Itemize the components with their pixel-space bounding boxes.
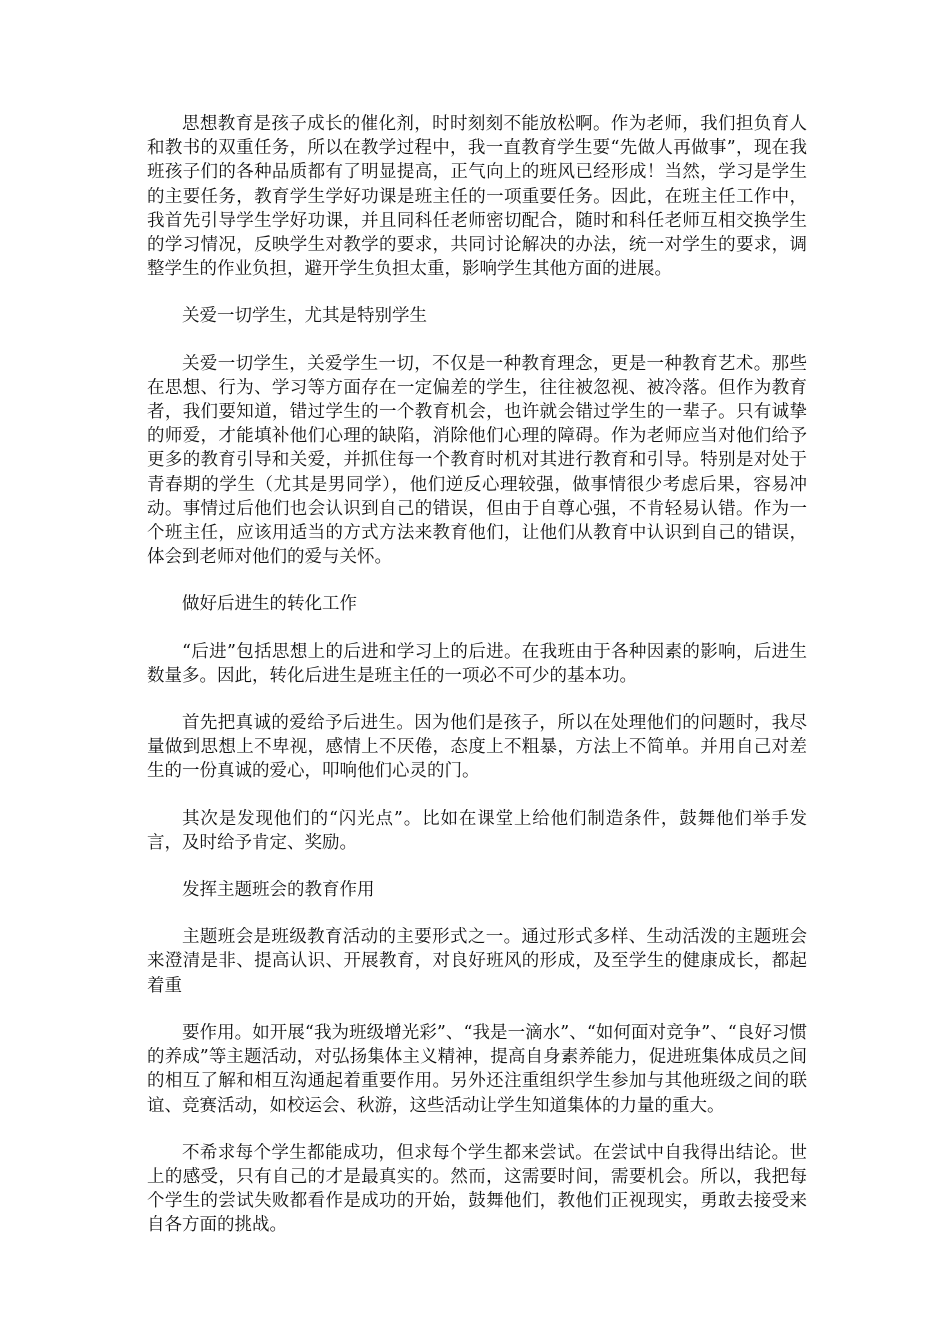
paragraph-care-all-students: 关爱一切学生，关爱学生一切，不仅是一种教育理念，更是一种教育艺术。那些在思想、行为、学习等方面存在一定偏差的学生，往往被忽视、被冷落。但作为教育者，我们要知道，错过学生的一个教育机会，也许就会错过学生的一辈子。只有诚挚的师爱，才能填补他们心理的缺陷，消除他们心理的障碍。作为老师应当对他们给予更多的教育引导和关爱，并抓住每一个教育时机对其进行教育和引导。特别是对处于青春期的学生（尤其是男同学），他们逆反心理较强，做事情很少考虑后果，容易冲动。事情过后他们也会认识到自己的错误，但由于自尊心强，不肯轻易认错。作为一个班主任，应该用适当的方式方法来教育他们，让他们从教育中认识到自己的错误，体会到老师对他们的爱与关怀。: [147, 353, 807, 568]
paragraph-struggling-definition: “后进”包括思想上的后进和学习上的后进。在我班由于各种因素的影响，后进生数量多。因此，转化后进生是班主任的一项必不可少的基本功。: [147, 641, 807, 686]
section-heading-care-all-students: 关爱一切学生，尤其是特别学生: [182, 306, 427, 327]
paragraph-bright-spots: 其次是发现他们的“闪光点”。比如在课堂上给他们制造条件，鼓舞他们举手发言，及时给予肯定、奖励。: [147, 808, 807, 853]
paragraph-themed-activities: 要作用。如开展“我为班级增光彩”、“我是一滴水”、“如何面对竞争”、“良好习惯的养成”等主题活动，对弘扬集体主义精神，提高自身素养能力，促进班集体成员之间的相互了解和相互沟通起着重要作用。另外还注重组织学生参加与其他班级之间的联谊、竞赛活动，如校运会、秋游，这些活动让学生知道集体的力量的重大。: [147, 1022, 807, 1116]
section-heading-class-meetings: 发挥主题班会的教育作用: [182, 880, 375, 901]
paragraph-class-meetings: 主题班会是班级教育活动的主要形式之一。通过形式多样、生动活泼的主题班会来澄清是非、提高认识、开展教育，对良好班风的形成，及至学生的健康成长，都起着重: [147, 927, 807, 996]
paragraph-encourage-trying: 不希求每个学生都能成功，但求每个学生都来尝试。在尝试中自我得出结论。世上的感受，只有自己的才是最真实的。然而，这需要时间，需要机会。所以，我把每个学生的尝试失败都看作是成功的开始，鼓舞他们，教他们正视现实，勇敢去接受来自各方面的挑战。: [147, 1142, 807, 1236]
paragraph-sincere-love: 首先把真诚的爱给予后进生。因为他们是孩子，所以在处理他们的问题时，我尽量做到思想上不卑视，感情上不厌倦，态度上不粗暴，方法上不简单。并用自己对差生的一份真诚的爱心，叩响他们心灵的门。: [147, 713, 807, 782]
paragraph-ideological-education: 思想教育是孩子成长的催化剂，时时刻刻不能放松啊。作为老师，我们担负育人和教书的双重任务，所以在教学过程中，我一直教育学生要“先做人再做事”，现在我班孩子们的各种品质都有了明显提高，正气向上的班风已经形成！当然，学习是学生的主要任务，教育学生学好功课是班主任的一项重要任务。因此，在班主任工作中，我首先引导学生学好功课，并且同科任老师密切配合，随时和科任老师互相交换学生的学习情况，反映学生对教学的要求，共同讨论解决的办法，统一对学生的要求，调整学生的作业负担，避开学生负担太重，影响学生其他方面的进展。: [147, 114, 807, 280]
section-heading-struggling-students: 做好后进生的转化工作: [182, 594, 357, 615]
document-body: [147, 112, 807, 1261]
